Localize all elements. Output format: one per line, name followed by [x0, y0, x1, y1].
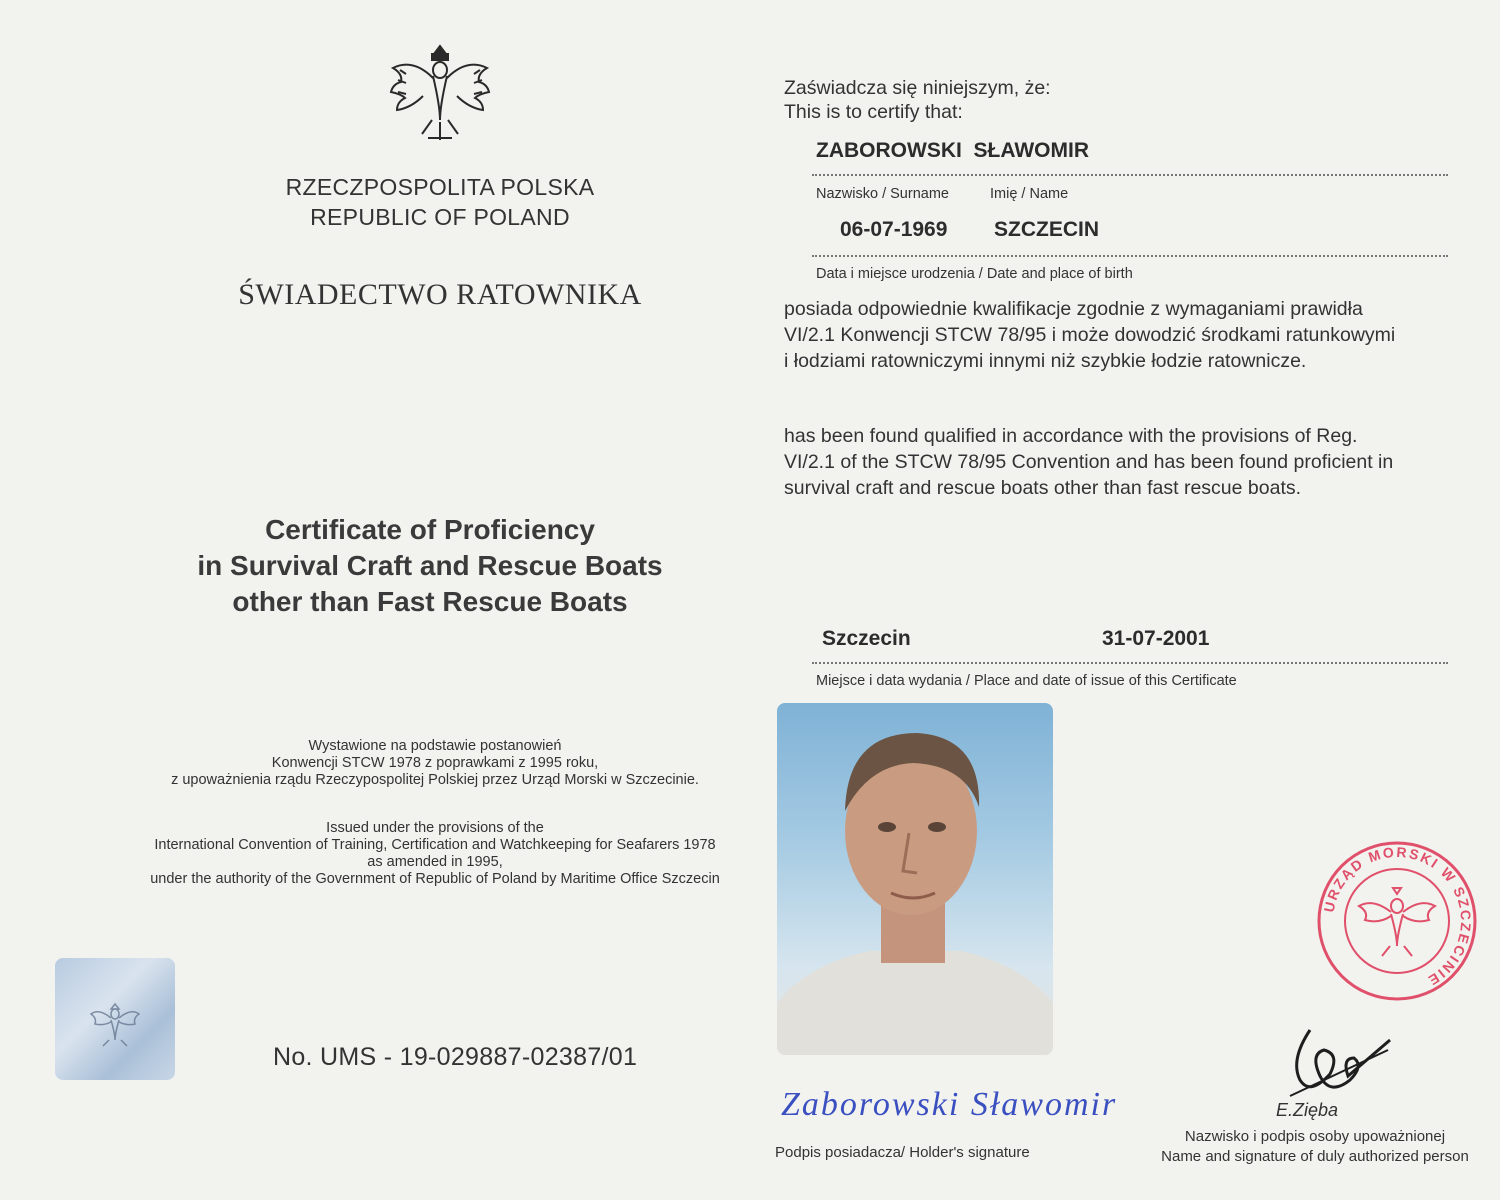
qualification-en-line-3: survival craft and rescue boats other than fast rescue boats. [784, 477, 1302, 499]
issued-pl-line-3: z upoważnienia rządu Rzeczypospolitej Polskiej przez Urząd Morski w Szczecinie. [171, 772, 699, 788]
country-name-en: REPUBLIC OF POLAND [310, 204, 570, 230]
issued-pl-line-2: Konwencji STCW 1978 z poprawkami z 1995 roku, [271, 755, 599, 771]
certificate-title-line-3: other than Fast Rescue Boats [232, 586, 628, 617]
poland-eagle-emblem-icon [388, 40, 492, 148]
holder-signature [775, 1082, 1145, 1132]
authorized-person-label-pl: Nazwisko i podpis osoby upoważnionej [1184, 1128, 1446, 1145]
qualification-en-line-2: VI/2.1 of the STCW 78/95 Convention and has been found proficient in [784, 451, 1394, 473]
issued-pl-line-1: Wystawione na podstawie postanowień [308, 738, 562, 754]
issue-line [812, 624, 1448, 664]
certificate-title-line-2: in Survival Craft and Rescue Boats [197, 550, 663, 581]
issued-en-line-1: Issued under the provisions of the [326, 820, 544, 836]
holder-name: ZABOROWSKI SŁAWOMIR [816, 139, 1089, 162]
birth-label: Data i miejsce urodzenia / Date and place of birth [816, 266, 1133, 282]
qualification-pl-line-2: VI/2.1 Konwencji STCW 78/95 i może dowodzić środkami ratunkowymi [784, 324, 1396, 346]
qualification-pl-line-3: i łodziami ratowniczymi innymi niż szybkie łodzie ratownicze. [784, 350, 1307, 372]
birth-date: 06-07-1969 [840, 218, 948, 241]
certify-intro-pl: Zaświadcza się niniejszym, że: [784, 77, 1051, 99]
birth-line [812, 215, 1448, 257]
birth-place: SZCZECIN [994, 218, 1099, 241]
authorized-person-signature [1270, 1010, 1400, 1106]
authorized-person-name: E.Zięba [1276, 1100, 1339, 1120]
certify-intro-en: This is to certify that: [784, 101, 963, 123]
name-label: Imię / Name [990, 186, 1069, 202]
certificate-title-line-1: Certificate of Proficiency [265, 514, 595, 545]
issued-basis-en [60, 820, 810, 888]
issue-place: Szczecin [822, 627, 911, 650]
seal-text: URZĄD MORSKI W SZCZECINIE [1320, 843, 1475, 990]
hologram-eagle-icon [55, 958, 175, 1080]
security-hologram [55, 958, 175, 1080]
surname-label: Nazwisko / Surname [816, 186, 949, 202]
issued-en-line-4: under the authority of the Government of Republic of Poland by Maritime Office Szczecin [150, 871, 720, 887]
certificate-title-pl: ŚWIADECTWO RATOWNIKA [238, 278, 642, 311]
holder-name-line [812, 136, 1448, 176]
issued-basis-pl [60, 738, 810, 789]
issue-label: Miejsce i data wydania / Place and date of issue of this Certificate [816, 673, 1237, 689]
document-number: No. UMS - 19-029887-02387/01 [273, 1043, 638, 1071]
qualification-pl-line-1: posiada odpowiednie kwalifikacje zgodnie z wymaganiami prawidła [784, 298, 1363, 320]
certificate-title-en [120, 512, 740, 620]
holder-portrait-icon [777, 703, 1053, 1055]
seal-eagle-icon [1359, 888, 1435, 956]
maritime-office-seal [1316, 840, 1478, 1002]
holder-signature-label: Podpis posiadacza/ Holder's signature [775, 1144, 1030, 1161]
holder-signature-text: Zaborowski Sławomir [781, 1086, 1118, 1123]
country-name-pl: RZECZPOSPOLITA POLSKA [285, 174, 595, 200]
qualification-pl [784, 296, 1484, 374]
qualification-en [784, 423, 1484, 501]
authorized-person-label-en: Name and signature of duly authorized person [1161, 1148, 1469, 1165]
holder-photo [777, 703, 1053, 1055]
issue-date: 31-07-2001 [1102, 627, 1210, 650]
issued-en-line-2: International Convention of Training, Certification and Watchkeeping for Seafarers 1978 [154, 837, 716, 853]
issued-en-line-3: as amended in 1995, [367, 854, 503, 870]
qualification-en-line-1: has been found qualified in accordance with the provisions of Reg. [784, 425, 1358, 447]
